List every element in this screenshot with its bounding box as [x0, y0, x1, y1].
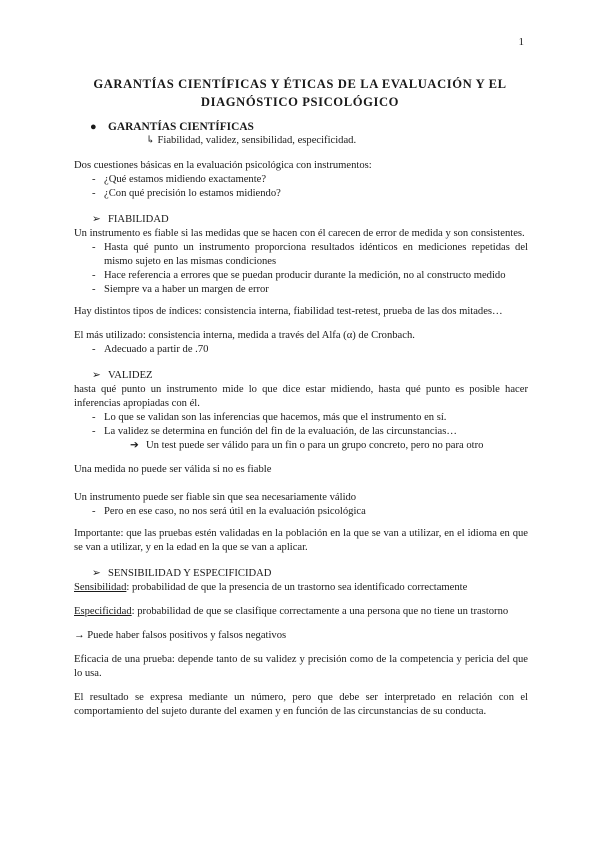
arrow-right-icon: ➔	[130, 440, 139, 451]
validez-important: Importante: que las pruebas estén validadas en la población en la que se van a utilizar, en el idioma en que se van a utilizar, y en la edad en la que se van a aplicar.	[74, 528, 528, 553]
fiabilidad-text: Un instrumento es fiable si las medidas que se hacen con él carecen de error de medida y son consistentes.	[74, 228, 525, 239]
fiabilidad-types: Hay distintos tipos de índices: consistencia interna, fiabilidad test-retest, prueba de las dos mitades…	[74, 306, 503, 317]
especificidad-definition	[74, 605, 528, 619]
list-item: - Hace referencia a errores que se puedan producir durante la medición, no al constructo medido	[74, 269, 528, 283]
intro-text: Dos cuestiones básicas en la evaluación psicológica con instrumentos:	[74, 160, 372, 171]
validez-heading-label: VALIDEZ	[108, 370, 153, 381]
list-item: - ¿Qué estamos midiendo exactamente?	[74, 173, 528, 187]
sensibilidad-text: : probabilidad de que la presencia de un trastorno sea identificado correctamente	[126, 582, 468, 593]
list-item: - Pero en ese caso, no nos será útil en la evaluación psicológica	[74, 505, 528, 519]
list-item: - ¿Con qué precisión lo estamos midiendo?	[74, 187, 528, 201]
arrow-icon: ➢	[92, 370, 101, 381]
falsos-note: → Puede haber falsos positivos y falsos negativos	[74, 630, 287, 641]
sensibilidad-definition	[74, 581, 528, 595]
validez-reliable-list	[74, 505, 528, 519]
validez-not-valid: Una medida no puede ser válida si no es fiable	[74, 464, 272, 475]
list-item: - Hasta qué punto un instrumento proporciona resultados idénticos en mediciones repetidas del mismo sujeto en las mismas condiciones	[74, 241, 528, 269]
fiabilidad-most-used: El más utilizado: consistencia interna, medida a través del Alfa (α) de Cronbach.	[74, 330, 415, 341]
validez-deep-text: Un test puede ser válido para un fin o para un grupo concreto, pero no para otro	[146, 440, 484, 451]
fiabilidad-heading-label: FIABILIDAD	[108, 214, 169, 225]
especificidad-text: : probabilidad de que se clasifique correctamente a una persona que no tiene un trastorno	[131, 606, 509, 617]
validez-text: hasta qué punto un instrumento mide lo que dice estar midiendo, hasta qué punto es posible hacer inferencias apropiadas con él.	[74, 384, 528, 409]
section-garantias-heading	[90, 120, 528, 134]
validez-list	[74, 411, 528, 439]
intro-list	[74, 173, 528, 201]
section-garantias-sub: ↳ Fiabilidad, validez, sensibilidad, especificidad.	[146, 135, 357, 146]
sensibilidad-heading	[92, 567, 528, 581]
validez-deep-note	[130, 439, 528, 453]
bullet-icon: ●	[90, 121, 97, 133]
eficacia-text: Eficacia de una prueba: depende tanto de su validez y precisión como de la competencia y pericia del que lo usa.	[74, 654, 528, 679]
arrow-icon: ➢	[92, 568, 101, 579]
fiabilidad-most-used-list	[74, 343, 528, 357]
fiabilidad-heading	[92, 213, 528, 227]
list-item: - Adecuado a partir de .70	[74, 343, 528, 357]
validez-reliable: Un instrumento puede ser fiable sin que sea necesariamente válido	[74, 492, 357, 503]
document-body	[74, 120, 528, 719]
list-item: - La validez se determina en función del fin de la evaluación, de las circunstancias…	[74, 425, 528, 439]
list-item: - Lo que se validan son las inferencias que hacemos, más que el instrumento en sí.	[74, 411, 528, 425]
especificidad-term: Especificidad	[74, 606, 132, 617]
section-garantias-label: GARANTÍAS CIENTÍFICAS	[108, 121, 254, 133]
resultado-text: El resultado se expresa mediante un número, pero que debe ser interpretado en relación con el comportamiento del sujeto durante del examen y en función de las circunstancias de su conducta.	[74, 692, 528, 717]
validez-heading	[92, 369, 528, 383]
document-title: GARANTÍAS CIENTÍFICAS Y ÉTICAS DE LA EVALUACIÓN Y EL DIAGNÓSTICO PSICOLÓGICO	[93, 77, 507, 109]
arrow-icon: ➢	[92, 214, 101, 225]
fiabilidad-list	[74, 241, 528, 297]
list-item: - Siempre va a haber un margen de error	[74, 283, 528, 297]
sensibilidad-term: Sensibilidad	[74, 582, 127, 593]
page-number: 1	[518, 36, 524, 48]
sensibilidad-heading-label: SENSIBILIDAD Y ESPECIFICIDAD	[108, 568, 272, 579]
